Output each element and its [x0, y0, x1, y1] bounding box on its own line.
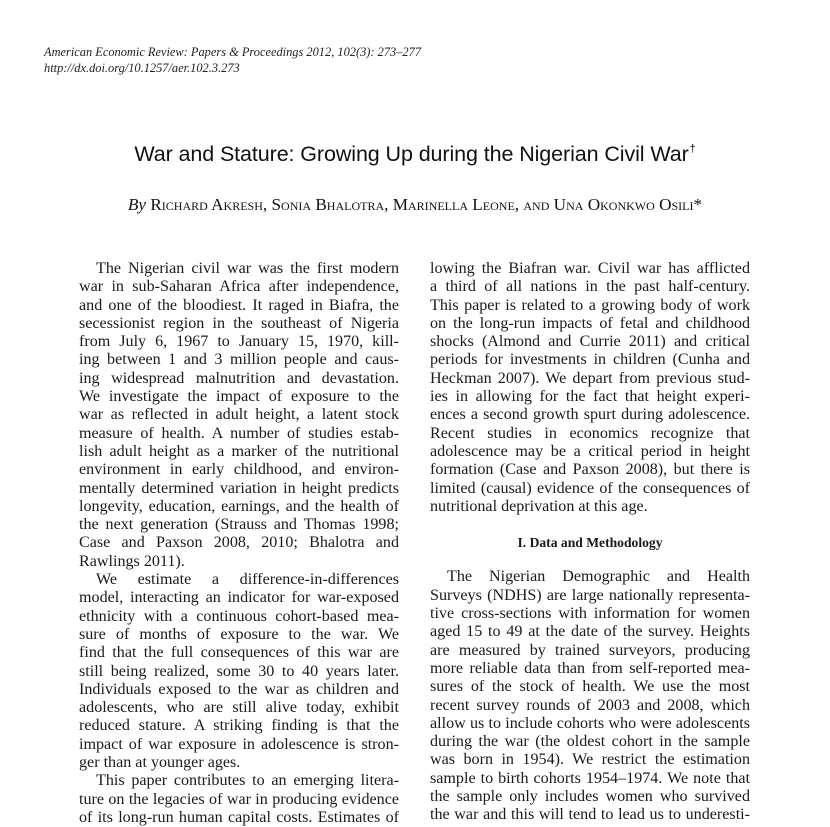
text-line: sample to birth cohorts 1954–1974. We note that [430, 769, 750, 787]
text-line: Rawlings 2011). [79, 552, 185, 570]
section-heading: I. Data and Methodology [517, 535, 663, 551]
text-line: on the long-run impacts of fetal and childhood [430, 314, 750, 332]
text-line: adolescence may be a critical period in height [430, 442, 750, 460]
text-line: Individuals exposed to the war as children and [79, 680, 399, 698]
text-line: the war and this will tend to lead us to underesti- [430, 806, 750, 824]
byline-authors: Richard Akresh, Sonia Bhalotra, Marinella Leone, and Una Okonkwo Osili* [150, 195, 703, 214]
text-line: ture on the legacies of war in producing evidence [79, 790, 399, 808]
text-line: We estimate a difference-in-differences [96, 571, 399, 589]
text-line: ies in allowing for the fact that height experi- [430, 388, 750, 406]
text-line: find that the full consequences of this war are [79, 644, 399, 662]
text-line: reduced stature. A striking finding is that the [79, 717, 399, 735]
text-line: mentally determined variation in height predicts [79, 479, 399, 497]
text-line: limited (causal) evidence of the consequences of [430, 479, 750, 497]
text-line: ences a second growth spurt during adolescence. [430, 406, 750, 424]
text-line: recent survey rounds of 2003 and 2008, which [430, 696, 750, 714]
text-line: The Nigerian Demographic and Health [447, 568, 750, 586]
paper-title-text: War and Stature: Growing Up during the Nigerian Civil War [134, 142, 689, 166]
text-line: longevity, education, earnings, and the health of [79, 497, 399, 515]
right-column [430, 260, 750, 825]
text-line: measure of health. A number of studies estab- [79, 424, 399, 442]
text-line: war as reflected in adult height, a latent stock [79, 406, 399, 424]
text-line: during the war (the oldest cohort in the sample [430, 733, 750, 751]
author-byline [0, 195, 830, 215]
text-line: aged 15 to 49 at the date of the survey. Heights [430, 623, 750, 641]
text-line: ing widespread malnutrition and devastation. [79, 369, 399, 387]
text-line: ing between 1 and 3 million people and caus- [79, 351, 399, 369]
text-line: Surveys (NDHS) are large nationally representa- [430, 586, 750, 604]
text-line: Recent studies in economics recognize that [430, 424, 750, 442]
text-line: adolescents, who are still alive today, exhibit [79, 699, 399, 717]
text-line: periods for investments in children (Cunha and [430, 351, 750, 369]
text-line: formation (Case and Paxson 2008), but there is [430, 461, 750, 479]
text-line: lish adult height as a marker of the nutritional [79, 442, 399, 460]
text-line: the sample only includes women who survived [430, 788, 750, 806]
journal-header [44, 44, 421, 76]
paper-title [0, 142, 830, 167]
title-footnote-mark[interactable]: † [689, 143, 696, 155]
text-line: more reliable data than from self-reported mea- [430, 659, 750, 677]
text-line: ger than at younger ages. [79, 754, 241, 772]
text-line: are measured by trained surveyors, producing [430, 641, 750, 659]
right-column-top [430, 260, 750, 516]
text-line: ethnicity with a continuous cohort-based mea- [79, 607, 399, 625]
byline-by: By [127, 195, 147, 214]
text-line: Case and Paxson 2008, 2010; Bhalotra and [79, 534, 399, 552]
text-line: from July 6, 1967 to January 15, 1970, kill- [79, 333, 399, 351]
text-line: of its long-run human capital costs. Estimates of [79, 808, 399, 826]
text-line: This paper contributes to an emerging litera- [96, 772, 399, 790]
left-column [79, 260, 399, 827]
text-line: sure of months of exposure to the war. We [79, 625, 399, 643]
journal-citation: American Economic Review: Papers & Proceedings 2012, 102(3): 273–277 [44, 45, 422, 59]
text-line: shocks (Almond and Currie 2011) and critical [430, 333, 750, 351]
text-line: nutritional deprivation at this age. [430, 497, 648, 515]
text-line: war in sub-Saharan Africa after independence, [79, 278, 399, 296]
text-line: model, interacting an indicator for war-exposed [79, 589, 399, 607]
text-line: This paper is related to a growing body of work [430, 296, 750, 314]
text-line: allow us to include cohorts who were adolescents [430, 714, 750, 732]
text-line: We investigate the impact of exposure to the [79, 388, 399, 406]
text-line: environment in early childhood, and environ- [79, 461, 399, 479]
text-line: and one of the bloodiest. It raged in Biafra, the [79, 296, 399, 314]
right-column-bottom [430, 568, 750, 824]
text-line: sures of the stock of health. We use the most [430, 678, 750, 696]
text-line: secessionist region in the southeast of Nigeria [79, 314, 399, 332]
text-line: The Nigerian civil war was the first modern [96, 260, 399, 277]
text-line: a third of all nations in the past half-century. [430, 278, 750, 296]
text-line: the next generation (Strauss and Thomas 1998; [79, 516, 399, 534]
text-line: tive cross-sections with information for women [430, 605, 750, 623]
text-line: impact of war exposure in adolescence is stron- [79, 735, 399, 753]
text-line: still being realized, some 30 to 40 years later. [79, 662, 399, 680]
text-line: Heckman 2007). We depart from previous stud- [430, 369, 750, 387]
text-line: lowing the Biafran war. Civil war has afflicted [430, 260, 750, 277]
text-line: was born in 1954). We restrict the estimation [430, 751, 750, 769]
doi-link[interactable]: http://dx.doi.org/10.1257/aer.102.3.273 [44, 61, 240, 75]
